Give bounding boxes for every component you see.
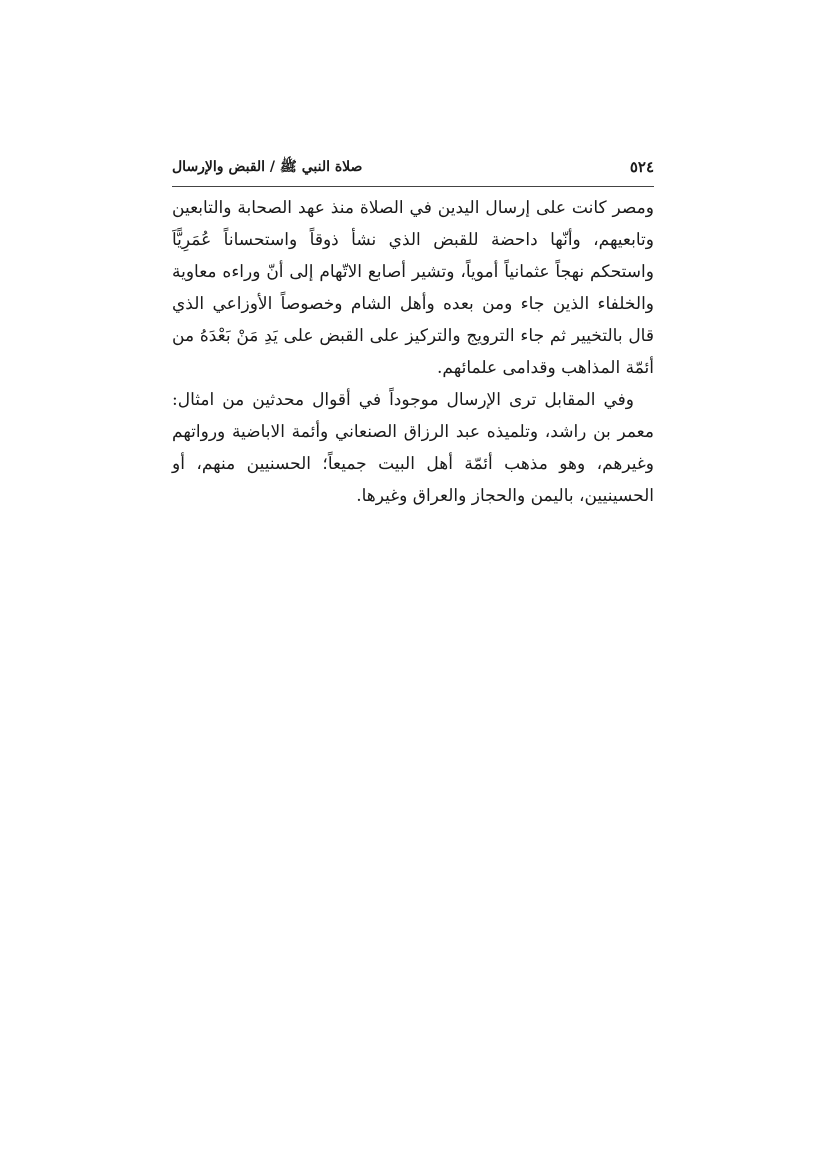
paragraph: وفي المقابل ترى الإرسال موجوداً في أقوال محدثين من امثال: معمر بن راشد، وتلميذه عبد الرزاق الصنعاني وأئمة الاباضية ورواتهم وغيرهم، وهو مذهب أئمّة أهل البيت جميعاً؛ الحسنيين منهم، أو الحسينيين، باليمن والحجاز والعراق وغيرها.	[172, 390, 654, 506]
book-page	[172, 150, 654, 550]
running-header	[172, 158, 654, 184]
main-text	[172, 192, 654, 512]
paragraph: ومصر كانت على إرسال اليدين في الصلاة منذ عهد الصحابة والتابعين وتابعيهم، وأنّها داحضة للقبض الذي نشأ ذوقاً واستحساناً عُمَرِيًّاَ واستحكم نهجاً عثمانياً أموياً، وتشير أصابع الاتّهام إلى أنّ وراءه معاوية والخلفاء الذين جاء ومن بعده وأهل الشام وخصوصاً الأوزاعي الذي قال بالتخيير ثم جاء الترويج والتركيز على القبض على يَدِ مَنْ بَعْدَهُ من أئمّة المذاهب وقدامى علمائهم.	[172, 198, 654, 378]
running-title: صلاة النبي ﷺ / القبض والإرسال	[172, 159, 363, 175]
header-rule	[172, 186, 654, 187]
page-number: ٥٢٤	[629, 158, 654, 176]
